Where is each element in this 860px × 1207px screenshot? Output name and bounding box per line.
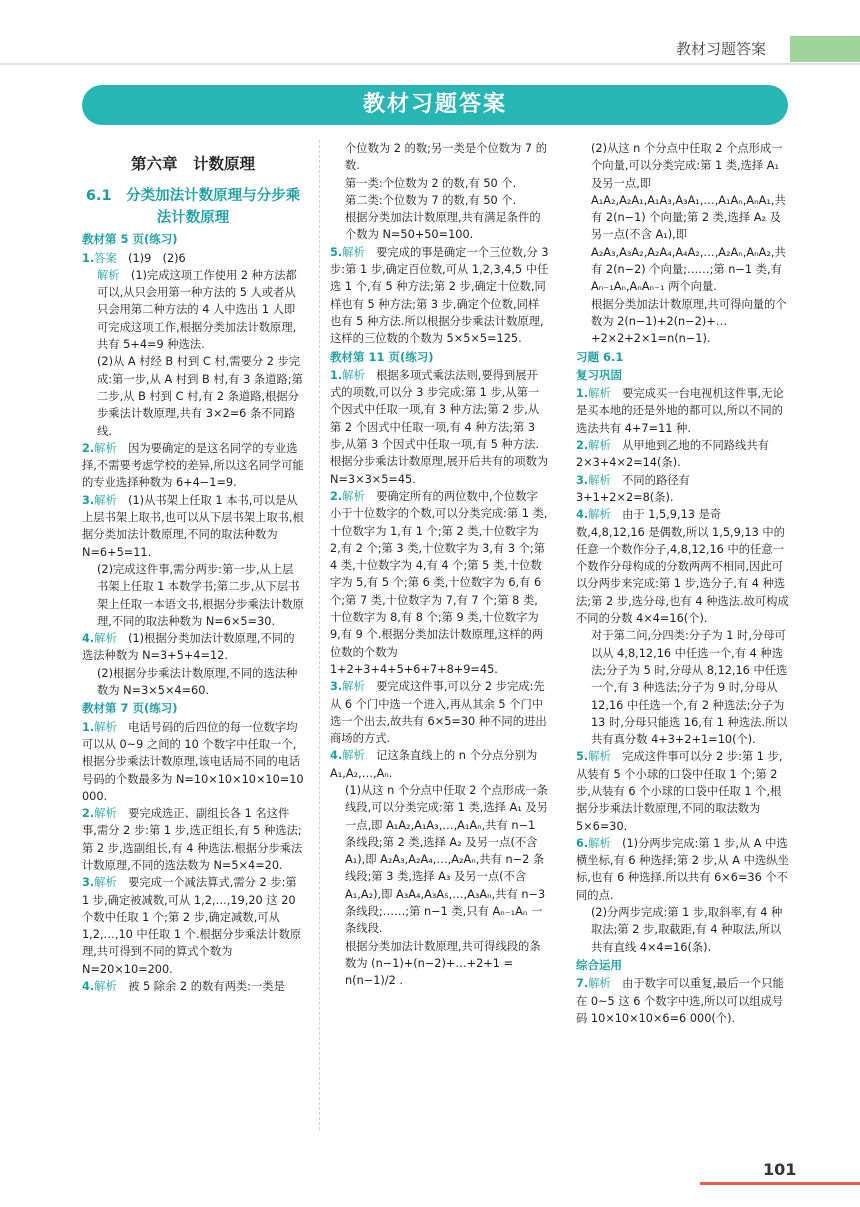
- column-right-content: [576, 140, 789, 1027]
- answer-text: (1)从书架上任取 1 本书,可以是从上层书架上取书,也可以从下层书架上取书,根据分类加法计数原理,不同的取法种数为 N=6+5=11.: [82, 493, 304, 559]
- answer-text: 对于第二问,分四类:分子为 1 时,分母可以从 4,8,12,16 中任选一个,有 4 种选法;分子为 5 时,分母从 8,12,16 中任选一个,有 3 种选法;分子为 9 时,分母从 12,16 中任选一个,有 2 种选法;分子为 13 时,分母只能选 16,有 1 种选法.所以共有真分数 4+3+2+1=10(个).: [591, 629, 788, 747]
- answer-text: 复习巩固: [576, 367, 622, 382]
- answer-text: (2)分两步完成:第 1 步,取斜率,有 4 种取法;第 2 步,取截距,有 4 种取法,所以共有直线 4×4=16(条).: [591, 906, 783, 954]
- answer-paragraph: [330, 367, 549, 488]
- answer-text: (1)从这 n 个分点中任取 2 个点形成一条线段,可以分类完成:第 1 类,选择 A₁ 及另一点,即 A₁A₂,A₁A₃,…,A₁Aₙ,共有 n−1 条线段;第 2 类,选择 A₂ 及另一点(不含 A₁),即 A₂A₃,A₂A₄,…,A₂Aₙ,共有 n−2 条线段;第 3 类,选择 A₃ 及另一点(不含 A₁,A₂),即 A₃A₄,A₃A₅,…,A₃Aₙ,共有 n−3 条线段;……;第 n−1 类,只有 Aₙ₋₁Aₙ 一条线段.: [345, 783, 548, 936]
- answer-text: 要完成的事是确定一个三位数,分 3 步:第 1 步,确定百位数,可从 1,2,3,4,5 中任选 1 个,有 5 种方法;第 2 步,确定十位数,同样也有 5 种方法;第 3 步,确定个位数,同样也有 5 种方法.所以根据分步乘法计数原理,这样的三位数的个数为 5×5×5=125.: [330, 245, 549, 346]
- answer-keyword: 解析: [588, 977, 623, 991]
- answer-paragraph: [576, 385, 789, 437]
- answer-keyword: 解析: [588, 387, 623, 401]
- answer-text: 根据分类加法计数原理,共可得线段的条数为 (n−1)+(n−2)+…+2+1 = n(n−1)/2 .: [345, 939, 541, 988]
- item-number: 3.: [82, 493, 95, 507]
- answer-text: 被 5 除余 2 的数有两类:一类是: [128, 980, 285, 994]
- answer-keyword: 解析: [94, 720, 129, 734]
- answer-text: 由于 1,5,9,13 是奇数,4,8,12,16 是偶数,所以 1,5,9,13 中的任意一个数作分子,4,8,12,16 中的任意一个数作分母构成的分数两两不相同,因此可以分两步来完成:第 1 步,选分子,有 4 种选法;第 2 步,选分母,也有 4 种选法.故可构成不同的分数 4×4=16(个).: [576, 508, 789, 626]
- answer-keyword: 解析: [94, 876, 129, 890]
- section-heading: [576, 367, 789, 384]
- item-number: 1.: [82, 720, 95, 734]
- answer-paragraph: [576, 296, 789, 348]
- answer-paragraph: [330, 488, 549, 678]
- answer-text: 教材第 11 页(练习): [330, 349, 434, 364]
- section-heading: [576, 957, 789, 974]
- answer-keyword: 解析: [588, 473, 623, 487]
- answer-text: 要确定所有的两位数中,个位数字小于十位数字的个数,可以分类完成:第 1 类,十位数字为 1,有 1 个;第 2 类,十位数字为 2,有 2 个;第 3 类,十位数字为 3,有 3 个;第 4 类,十位数字为 4,有 4 个;第 5 类,十位数字为 5,有 5 个;第 6 类,十位数字为 6,有 6 个;第 7 类,十位数字为 7,有 7 个;第 8 类,十位数字为 8,有 8 个;第 9 类,十位数字为 9,有 9 个.根据分类加法计数原理,这样的两位数的个数为 1+2+3+4+5+6+7+8+9=45.: [330, 489, 548, 676]
- answer-keyword: 解析: [588, 439, 623, 453]
- section-heading: [330, 349, 549, 366]
- answer-keyword: 解析: [94, 980, 129, 994]
- answer-keyword: 解析: [342, 489, 377, 503]
- answer-paragraph: [82, 665, 304, 700]
- answer-keyword: 解析: [342, 749, 377, 763]
- answer-text: (2)完成这件事,需分两步:第一步,从上层书架上任取 1 本数学书;第二步,从下层书架上任取一本语文书,根据分步乘法计数原理,不同的取法种数为 N=6×5=30.: [97, 562, 304, 628]
- answer-paragraph: [82, 874, 304, 978]
- answer-text: (1)9 (2)6: [128, 251, 186, 265]
- section-heading: [576, 349, 789, 366]
- item-number: 4.: [330, 749, 343, 763]
- answer-text: 要完成买一台电视机这件事,无论是买本地的还是外地的都可以,所以不同的选法共有 4+7=11 种.: [576, 387, 784, 435]
- answer-text: 电话号码的后四位的每一位数字均可以从 0~9 之间的 10 个数字中任取一个,根据分步乘法计数原理,该电话局不同的电话号码的个数最多为 N=10×10×10×10=10 000.: [82, 720, 304, 803]
- answer-text: 由于数字可以重复,最后一个只能在 0~5 这 6 个数字中选,所以可以组成号码 10×10×10×6=6 000(个).: [576, 977, 784, 1025]
- column-divider: [319, 140, 320, 1130]
- answer-paragraph: [82, 250, 304, 267]
- answer-paragraph: [330, 140, 549, 175]
- answer-paragraph: [82, 353, 304, 439]
- answer-keyword: 解析: [94, 632, 129, 646]
- answer-paragraph: [330, 175, 549, 192]
- answer-paragraph: [576, 748, 789, 834]
- answer-text: 综合运用: [576, 957, 622, 972]
- answer-paragraph: [576, 506, 789, 627]
- page-number-underline: [700, 1182, 860, 1185]
- answer-text: 从甲地到乙地的不同路线共有 2×3+4×2=14(条).: [576, 439, 769, 470]
- answer-paragraph: [576, 975, 789, 1027]
- answer-paragraph: [576, 627, 789, 748]
- answer-paragraph: [330, 747, 549, 782]
- section-heading: [82, 231, 304, 248]
- item-number: 1.: [576, 387, 589, 401]
- answer-text: 根据分类加法计数原理,共可得向量的个数为 2(n−1)+2(n−2)+…+2×2+2×1=n(n−1).: [591, 297, 787, 346]
- answer-keyword: 解析: [342, 245, 377, 259]
- answer-text: 第一类:个位数为 2 的数,有 50 个.: [345, 176, 517, 190]
- item-number: 1.: [82, 251, 95, 265]
- answer-text: (2)从这 n 个分点中任取 2 个点形成一个向量,可以分类完成:第 1 类,选择 A₁ 及另一点,即 A₁A₂,A₂A₁,A₁A₃,A₃A₁,…,A₁Aₙ,AₙA₁,共有 2(n−1) 个向量;第 2 类,选择 A₂ 及另一点(不含 A₁),即 A₂A₃,A₃A₂,A₂A₄,A₄A₂,…,A₂Aₙ,AₙA₂,共有 2(n−2) 个向量;……;第 n−1 类,有 Aₙ₋₁Aₙ,AₙAₙ₋₁ 两个向量.: [591, 142, 786, 294]
- answer-text: 记这条直线上的 n 个分点分别为 A₁,A₂,…,Aₙ.: [330, 749, 538, 780]
- item-number: 3.: [330, 680, 343, 694]
- answer-keyword: 解析: [342, 368, 377, 382]
- chapter-title: 第六章 计数原理: [130, 155, 255, 173]
- item-number: 4.: [576, 508, 589, 522]
- column-right: [576, 140, 789, 1027]
- answer-paragraph: [330, 782, 549, 938]
- section-heading: [82, 700, 304, 717]
- item-number: 6.: [576, 836, 589, 850]
- answer-text: 教材第 5 页(练习): [82, 232, 178, 247]
- column-left: [82, 140, 304, 995]
- answer-text: (1)完成这项工作使用 2 种方法都可以,从只会用第一种方法的 5 人或者从只会用第二种方法的 4 人中选出 1 人即可完成这项工作,根据分类加法计数原理,共有 5+4=9 种选法.: [97, 268, 297, 352]
- answer-paragraph: [330, 678, 549, 747]
- item-number: 3.: [576, 473, 589, 487]
- header-rule: [0, 63, 860, 65]
- answer-paragraph: [576, 140, 789, 296]
- header-title: 教材习题答案: [676, 40, 767, 58]
- item-number: 5.: [576, 750, 589, 764]
- answer-text: 完成这件事可以分 2 步:第 1 步,从装有 5 个小球的口袋中任取 1 个;第 2 步,从装有 6 个小球的口袋中任取 1 个,根据分步乘法计数原理,不同的取法数为 5×6=30.: [576, 750, 783, 833]
- item-number: 4.: [82, 980, 95, 994]
- answer-keyword: 答案: [94, 251, 129, 265]
- item-number: 1.: [330, 368, 343, 382]
- answer-paragraph: [82, 719, 304, 805]
- answer-text: (2)根据分步乘法计数原理,不同的选法种数为 N=3×5×4=60.: [97, 666, 298, 698]
- header-accent-block: [790, 36, 860, 62]
- answer-text: 根据分类加法计数原理,共有满足条件的个数为 N=50+50=100.: [345, 211, 541, 242]
- answer-paragraph: [576, 904, 789, 956]
- answer-text: 个位数为 2 的数;另一类是个位数为 7 的数.: [345, 142, 547, 173]
- answer-text: (1)根据分类加法计数原理,不同的选法种数为 N=3+5+4=12.: [82, 632, 295, 663]
- answer-keyword: 解析: [342, 680, 377, 694]
- item-number: 7.: [576, 977, 589, 991]
- item-number: 4.: [82, 632, 95, 646]
- answer-keyword: 解析: [588, 508, 623, 522]
- answer-paragraph: [82, 561, 304, 630]
- answer-text: 第二类:个位数为 7 的数,有 50 个.: [345, 193, 517, 207]
- column-middle: [330, 140, 549, 990]
- section-title: 6.1 分类加法计数原理与分步乘法计数原理: [85, 188, 301, 227]
- answer-paragraph: [330, 938, 549, 990]
- answer-text: 不同的路径有 3+1+2×2=8(条).: [576, 473, 690, 504]
- answer-keyword: 解析: [588, 836, 623, 850]
- item-number: 2.: [576, 439, 589, 453]
- answer-text: 教材第 7 页(练习): [82, 701, 178, 716]
- answer-text: 要完成一个减法算式,需分 2 步:第 1 步,确定被减数,可从 1,2,…,19,20 这 20 个数中任取 1 个;第 2 步,确定减数,可从 1,2,…,10 中任取 1 个.根据分步乘法计数原理,共可得到不同的算式个数为 N=20×10=200.: [82, 876, 302, 976]
- item-number: 3.: [82, 876, 95, 890]
- answer-text: 要完成选正、副组长各 1 名这件事,需分 2 步:第 1 步,选正组长,有 5 种选法;第 2 步,选副组长,有 4 种选法.根据分步乘法计数原理,不同的选法数为 N=5×4=20.: [82, 807, 303, 872]
- answer-keyword: 解析: [97, 268, 131, 282]
- answer-text: 习题 6.1: [576, 349, 624, 364]
- answer-keyword: 解析: [94, 493, 129, 507]
- answer-paragraph: [82, 267, 304, 353]
- answer-paragraph: [82, 805, 304, 874]
- column-left-content: [82, 231, 304, 995]
- page-banner: 教材习题答案: [82, 85, 788, 125]
- answer-paragraph: [330, 209, 549, 244]
- answer-paragraph: [576, 472, 789, 507]
- answer-text: (1)分两步完成:第 1 步,从 A 中选横坐标,有 6 种选择;第 2 步,从 A 中选纵坐标,也有 6 种选择.所以共有 6×6=36 个不同的点.: [576, 836, 789, 902]
- answer-text: (2)从 A 村经 B 村到 C 村,需要分 2 步完成:第一步,从 A 村到 B 村,有 3 条道路;第二步,从 B 村到 C 村,有 2 条道路,根据分步乘法计数原理,共有 3×2=6 条不同路线.: [97, 355, 303, 438]
- page-number: 101: [763, 1160, 797, 1179]
- answer-paragraph: [576, 835, 789, 904]
- answer-text: 因为要确定的是这名同学的专业选择,不需要考虑学校的差异,所以这名同学可能的专业选择种数为 6+4−1=9.: [82, 441, 304, 490]
- answer-paragraph: [576, 437, 789, 472]
- item-number: 5.: [330, 245, 343, 259]
- item-number: 2.: [330, 489, 343, 503]
- answer-keyword: 解析: [94, 441, 129, 455]
- answer-paragraph: [330, 244, 549, 348]
- answer-keyword: 解析: [588, 750, 623, 764]
- answer-text: 根据多项式乘法法则,要得到展开式的项数,可以分 3 步完成:第 1 步,从第一个因式中任取一项,有 3 种方法;第 2 步,从第 2 个因式中任取一项,有 4 种方法;第 3 步,从第 3 个因式中任取一项,有 5 种方法.根据分步乘法计数原理,展开后共有的项数为 N=3×3×5=45.: [330, 368, 549, 486]
- answer-paragraph: [330, 192, 549, 209]
- item-number: 2.: [82, 441, 95, 455]
- answer-paragraph: [82, 492, 304, 561]
- answer-paragraph: [82, 440, 304, 492]
- answer-keyword: 解析: [94, 807, 129, 821]
- answer-paragraph: [82, 978, 304, 995]
- answer-text: 要完成这件事,可以分 2 步完成:先从 6 个门中选一个进入,再从其余 5 个门中选一个出去,故共有 6×5=30 种不同的进出商场的方式.: [330, 680, 547, 746]
- page-header: [0, 0, 860, 70]
- answer-paragraph: [82, 630, 304, 665]
- column-middle-content: [330, 140, 549, 990]
- item-number: 2.: [82, 807, 95, 821]
